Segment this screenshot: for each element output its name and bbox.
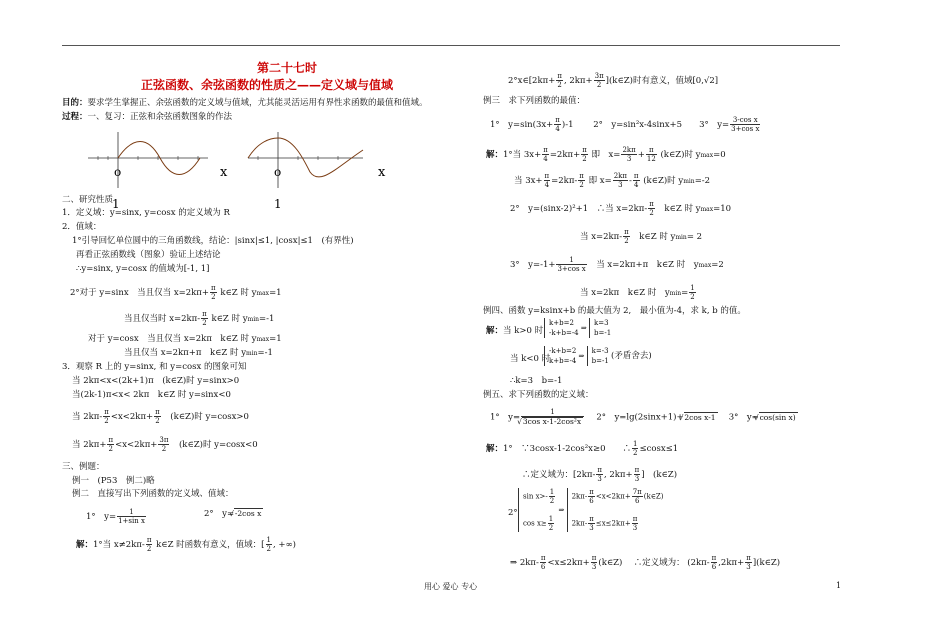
footer-center: 用心 爱心 专心 (424, 582, 478, 591)
process-line: 过程：一、复习：正弦和余弦函数图象的作法 (62, 112, 233, 122)
header-rule (62, 45, 840, 46)
ex5-solution-1: 解：1° ∵3cosx-1-2cos²x≥0 ∴ $\frac{1}{2}$ ≤cosx≤1 (486, 440, 679, 457)
boundedness-line: 1°引导回忆单位圆中的三角函数线，结论：|sinx|≤1, |cosx|≤1 (有界性) (72, 236, 354, 246)
range-result: ∴y=sinx, y=cosx 的值域为[-1, 1] (76, 264, 210, 274)
sin-negative: 当(2k-1)π<x< 2kπ k∈Z 时 y=sinx<0 (72, 390, 231, 400)
cos-positive: 当 2kπ- $\frac{\pi}{2}$ <x<2kπ+ $\frac{\pi}{2}$ (k∈Z)时 y=cosx>0 (72, 408, 249, 425)
example-2-solution: 解：1°当 x≠2kπ- $\frac{\pi}{2}$ k∈Z 时函数有意义，值域：[ $\frac{1}{2}$ , +∞) (76, 536, 296, 553)
observe-line: 3．观察 R 上的 y=sinx, 和 y=cosx 的图象可知 (62, 362, 247, 372)
ex5-solution-2-label: 2° (508, 508, 518, 518)
cos-max-line: 对于 y=cosx 当且仅当 x=2kπ k∈Z 时 ymax=1 (88, 334, 282, 344)
sin-positive: 当 2kπ<x<(2k+1)π (k∈Z)时 y=sinx>0 (72, 376, 240, 386)
example-5: 例五、求下列函数的定义域： (483, 390, 594, 400)
page-number: 1 (836, 581, 842, 590)
ex3-solution-3: 3° y=-1+ $\frac{1}{\text{3+cos x}}$ 当 x=2kπ+π k∈Z 时 ymax=2 (510, 256, 724, 273)
sin-min-line: 当且仅当时 x=2kπ- $\frac{\pi}{2}$ k∈Z 时 ymin=-1 (124, 310, 275, 327)
ex4-case-negative: 当 k<0 时 (510, 354, 551, 364)
ex4-system-2: -k+b=2 k+b=-4 ⇒ k=-3 b=-1 (矛盾舍去) (544, 346, 652, 366)
example-1: 例一 (P53 例二)略 (72, 476, 155, 486)
ex3-solution-3b: 当 x=2kπ k∈Z 时 ymin= $\frac{1}{2}$ (580, 284, 695, 301)
example-4: 例四、函数 y=ksinx+b 的最大值为 2, 最小值为-4，求 k, b 的值。 (483, 306, 746, 316)
neg-one-right: 1 (274, 197, 282, 210)
x-label-left: x (220, 165, 228, 180)
domain-line: 1．定义域：y=sinx, y=cosx 的定义域为 R (62, 208, 230, 218)
example-2-item-1: 1° y= $\frac{1}{\text{1+sin x}}$ (86, 508, 145, 525)
ex3-solution-2: 2° y=(sinx-2)²+1 ∴当 x=2kπ- $\frac{\pi}{2}$ k∈Z 时 ymax=10 (510, 200, 732, 217)
example-5-items: 1° y= 1 √ 3cos x-1-2cos²x 2° y=lg(2sinx+1)+√ 2cos x-1 3° y=√ cos(sin x) (490, 408, 798, 426)
goal-line: 目的：要求学生掌握正、余弦函数的定义域与值域，尤其能灵活运用有界性求函数的最值和值域。 (62, 98, 428, 108)
ex4-result: ∴k=3 b=-1 (510, 376, 563, 386)
cos-curve (248, 138, 363, 177)
cos-min-line: 当且仅当 x=2kπ+π k∈Z 时 ymin=-1 (124, 348, 273, 358)
verify-line: 再看正弦函数线（图象）验证上述结论 (76, 250, 221, 260)
example-2: 例二 直接写出下列函数的定义域、值域： (72, 489, 234, 499)
x-label-right: x (378, 165, 386, 180)
ex3-solution-2b: 当 x=2kπ- $\frac{\pi}{2}$ k∈Z 时 ymin= 2 (580, 228, 703, 245)
origin-left: o (114, 165, 122, 179)
sin-cos-graphs (88, 128, 388, 210)
ex3-solution-1: 解：1°当 3x+ $\frac{\pi}{4}$ =2kπ+ $\frac{\pi}{2}$ 即 x= $\frac{2k\pi}{3}$ + $\frac{\pi}{12}$ (k∈Z)时 ymax=0 (486, 146, 726, 163)
neg-one-left: 1 (112, 197, 120, 210)
range-heading: 2．值域： (62, 222, 102, 232)
ex4-system-1: k+b=2 -k+b=-4 ⇒ k=3 b=-1 (544, 318, 611, 338)
example-3: 例三 求下列函数的最值： (483, 96, 586, 106)
example-2-item-2: 2° y=√ -2cos x (204, 508, 263, 519)
ex2-item-2-solution: 2°x∈[2kπ+ $\frac{\pi}{2}$ , 2kπ+ $\frac{3\pi}{2}$ ](k∈Z)时有意义，值域[0,√2] (508, 72, 719, 89)
sin-max-line: 2°对于 y=sinx 当且仅当 x=2kπ+ $\frac{\pi}{2}$ k∈Z 时 ymax=1 (70, 284, 282, 301)
page-title: 正弦函数、余弦函数的性质之——定义域与值域 (141, 78, 394, 92)
ex4-case-positive: 解：当 k>0 时 (486, 326, 544, 336)
ex5-solution-2-result: ⇒ 2kπ- $\frac{\pi}{6}$ <x≤2kπ+ $\frac{\pi}{3}$ (k∈Z) ∴定义域为： (2kπ- $\frac{\pi}{6}$ ,2kπ+ $\frac{\pi}{3}$ ](k∈Z) (510, 554, 781, 571)
ex5-domain-1: ∴定义域为：[2kπ- $\frac{\pi}{3}$ , 2kπ+ $\frac{\pi}{3}$ ] (k∈Z) (522, 466, 678, 483)
origin-right: o (274, 165, 282, 179)
cos-negative: 当 2kπ+ $\frac{\pi}{2}$ <x<2kπ+ $\frac{3\pi}{2}$ (k∈Z)时 y=cosx<0 (72, 436, 258, 453)
section-3: 三、例题： (62, 462, 105, 472)
ex5-system: sin x>- $\frac{1}{2}$ cos x≥ $\frac{1}{2}$ ⇒ 2kπ- $\frac{\pi}{6}$ <x<2kπ+ $\frac{7\pi}{6}$ (k∈Z) 2kπ- $\frac{\pi}{3}$ ≤x≤2kπ+ $\frac{\pi}{3}$ (518, 488, 664, 532)
example-3-items: 1° y=sin(3x+ $\frac{\pi}{4}$ )-1 2° y=sin²x-4sinx+5 3° y= $\frac{\text{3-cos x}}{\text{3+cos x}}$ (490, 116, 760, 133)
lesson-number: 第二十七时 (257, 61, 318, 75)
ex3-solution-1b: 当 3x+ $\frac{\pi}{4}$ =2kπ- $\frac{\pi}{2}$ 即 x= $\frac{2k\pi}{3}$ - $\frac{\pi}{4}$ (k∈Z)时 ymin=-2 (514, 172, 711, 189)
section-2: 二、研究性质 (62, 195, 114, 205)
